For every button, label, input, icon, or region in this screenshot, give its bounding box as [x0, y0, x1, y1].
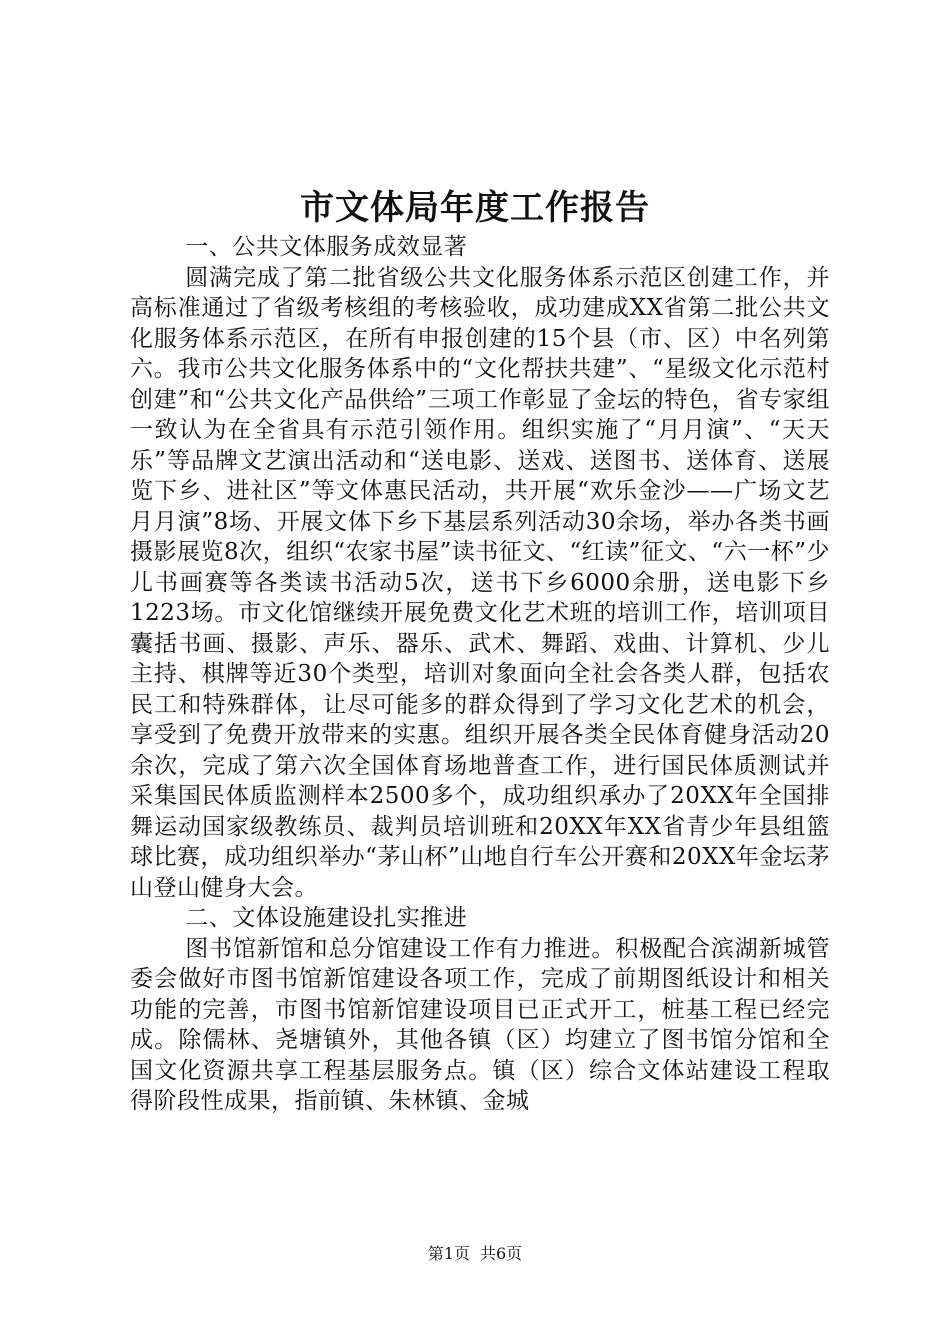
- section-paragraph: 图书馆新馆和总分馆建设工作有力推进。积极配合滨湖新城管委会做好市图书馆新馆建设各项工作，完成了前期图纸设计和相关功能的完善，市图书馆新馆建设项目已正式开工，桩基工程已经完成。除儒林、尧塘镇外，其他各镇（区）均建立了图书馆分馆和全国文化资源共享工程基层服务点。镇（区）综合文体站建设工程取得阶段性成果，指前镇、朱林镇、金城: [130, 935, 830, 1114]
- page-footer: [0, 1243, 950, 1265]
- document-body: [130, 232, 830, 1117]
- section-paragraph: 圆满完成了第二批省级公共文化服务体系示范区创建工作，并高标准通过了省级考核组的考核验收，成功建成XX省第二批公共文化服务体系示范区，在所有申报创建的15个县（市、区）中名列第六。我市公共文化服务体系中的“文化帮扶共建”、“星级文化示范村创建”和“公共文化产品供给”三项工作彰显了金坛的特色，省专家组一致认为在全省具有示范引领作用。组织实施了“月月演”、“天天乐”等品牌文艺演出活动和“送电影、送戏、送图书、送体育、送展览下乡、进社区”等文体惠民活动，共开展“欢乐金沙——广场文艺月月演”8场、开展文体下乡下基层系列活动30余场，举办各类书画摄影展览8次，组织“农家书屋”读书征文、“红读”征文、“六一杯”少儿书画赛等各类读书活动5次，送书下乡6000余册，送电影下乡1223场。市文化馆继续开展免费文化艺术班的培训工作，培训项目囊括书画、摄影、声乐、器乐、武术、舞蹈、戏曲、计算机、少儿主持、棋牌等近30个类型，培训对象面向全社会各类人群，包括农民工和特殊群体，让尽可能多的群众得到了学习文化艺术的机会，享受到了免费开放带来的实惠。组织开展各类全民体育健身活动20余次，完成了第六次全国体育场地普查工作，进行国民体质测试并采集国民体质监测样本2500多个，成功组织承办了20XX年全国排舞运动国家级教练员、裁判员培训班和20XX年XX省青少年县组篮球比赛，成功组织举办“茅山杯”山地自行车公开赛和20XX年金坛茅山登山健身大会。: [130, 264, 830, 901]
- page-total: 共6页: [480, 1244, 523, 1263]
- section-heading: 一、公共文体服务成效显著: [185, 234, 468, 260]
- page-number: 第1页: [427, 1244, 470, 1263]
- document-title: 市文体局年度工作报告: [300, 188, 650, 228]
- section-heading: 二、文体设施建设扎实推进: [185, 905, 468, 931]
